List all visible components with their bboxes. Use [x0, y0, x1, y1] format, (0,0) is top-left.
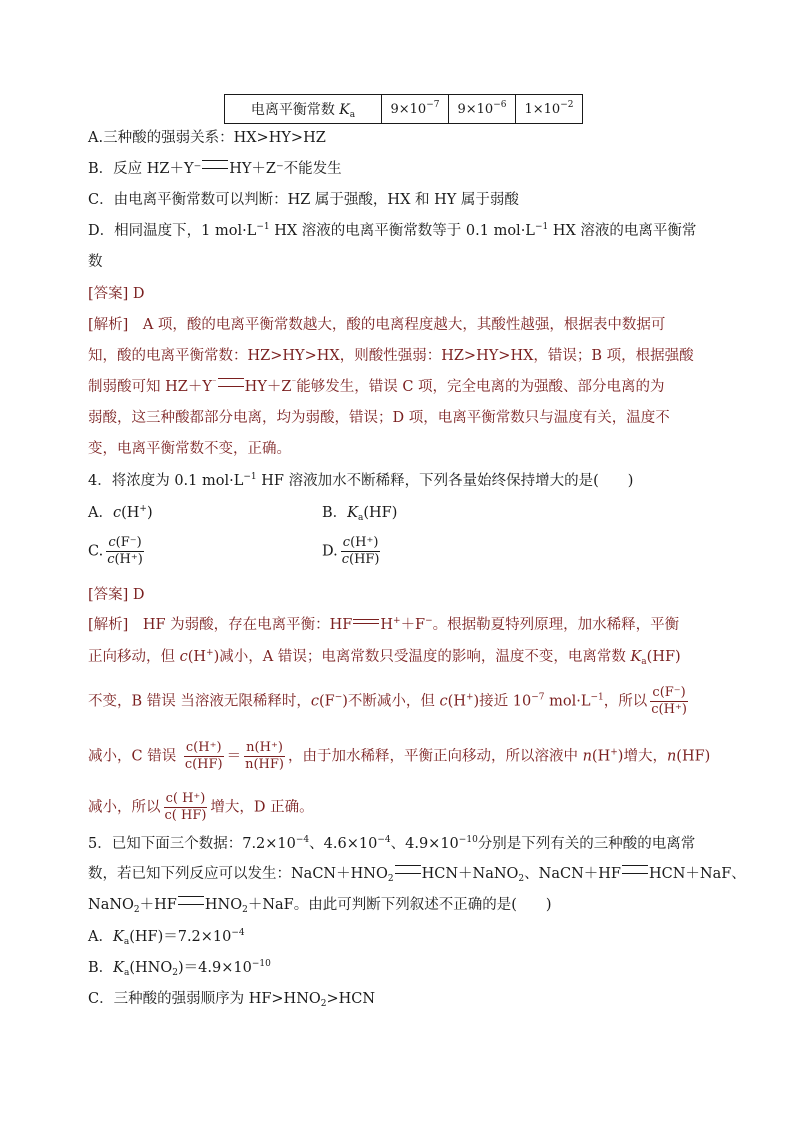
ionization-constant-table [224, 94, 583, 124]
fraction: $\frac{c(F^-)}{c(H^+)}$ [651, 685, 687, 717]
equals-arrow-icon [178, 896, 204, 905]
q4-option-c: C. $\frac{c(F^-)}{c(H^+)}$ [88, 535, 143, 567]
table-cell-hz: $1\times 10^{-2}$ [516, 95, 583, 124]
table-cell-hy: $9\times 10^{-6}$ [449, 95, 516, 124]
q4-explanation-line: 正向移动，但 c(H+)减小，A 错误；电离常数只受温度的影响，温度不变，电离常数 $K_a(HF)$ [88, 648, 681, 667]
table-row-label: 电离平衡常数 $K_a$ [225, 95, 382, 124]
q4-option-a: A．c(H+) [88, 504, 153, 521]
equals-arrow-icon [218, 378, 244, 387]
q4-answer: [答案] D [88, 587, 145, 603]
fraction: $\frac{c(H^+)}{c(HF)}$ [184, 740, 223, 772]
table-row [225, 95, 583, 124]
q5-option-a: A．$K_a(HF)=7.2\times 10^{-4}$ [88, 928, 245, 947]
equals-arrow-icon [622, 865, 648, 874]
q4-explanation-line: [解析] HF 为弱酸，存在电离平衡：HF H+＋F−。根据勒夏特列原理，加水稀释，平衡 [88, 616, 680, 633]
equilibrium-arrow-icon [353, 617, 379, 627]
q5-option-c: C．三种酸的强弱顺序为 $HF>HNO_2>HCN$ [88, 991, 376, 1009]
q3-explanation-line: [解析] A 项，酸的电离平衡常数越大，酸的电离程度越大，其酸性越强，根据表中数据可 [88, 317, 666, 333]
fraction: $\frac{c(H^+)}{c(HF)}$ [341, 535, 380, 567]
q5-stem: NaNO$_2$＋HF $HNO_2+NaF$。由此可判断下列叙述不正确的是( ) [88, 897, 552, 915]
q5-stem: 5．已知下面三个数据：$7.2\times 10^{-4}$、$4.6\times 10^{-4}$、$4.9\times 10^{-10}$分别是下列有关的三种酸的电离常 [88, 835, 696, 852]
q3-option-c: C．由电离平衡常数可以判断：HZ 属于强酸，HX 和 HY 属于弱酸 [88, 192, 519, 208]
q3-explanation-line: 制弱酸可知 HZ＋Y⁻ HY＋Z⁻能够发生，错误 C 项，完全电离的为强酸、部分电离的为 [88, 378, 665, 395]
q3-option-d-cont: 数 [88, 254, 103, 270]
q3-explanation-line: 变，电离平衡常数不变，正确。 [88, 441, 291, 457]
fraction: $\frac{c( H^+)}{c( HF)}$ [164, 791, 207, 823]
q4-explanation-line: 减小，所以 $\frac{c( H^+)}{c( HF)}$ 增大，D 正确。 [88, 791, 314, 823]
table-cell-hx: $9\times 10^{-7}$ [382, 95, 449, 124]
fraction: $\frac{n(H^+)}{n(HF)}$ [245, 740, 284, 772]
q4-option-d: D. $\frac{c(H^+)}{c(HF)}$ [322, 535, 380, 567]
fraction: $\frac{c(F^-)}{c(H^+)}$ [107, 535, 143, 567]
q4-option-b: B．$K_a(HF)$ [322, 505, 398, 523]
q3-answer: [答案] D [88, 286, 145, 302]
q5-option-b: B．$K_a(HNO_2)=4.9\times 10^{-10}$ [88, 959, 271, 978]
q3-explanation-line: 弱酸，这三种酸都部分电离，均为弱酸，错误；D 项，电离平衡常数只与温度有关，温度不 [88, 410, 670, 426]
q3-explanation-line: 知，酸的电离平衡常数：HZ>HY>HX，则酸性强弱：HZ>HY>HX，错误；B 项，根据强酸 [88, 348, 694, 364]
q3-option-a: A.三种酸的强弱关系：HX>HY>HZ [88, 130, 326, 146]
equals-arrow-icon [395, 865, 421, 874]
q5-stem: 数，若已知下列反应可以发生：$NaCN+HNO_2$ HCN＋NaNO$_2$、NaCN＋HF HCN＋NaF、 [88, 866, 746, 884]
q4-explanation-line: 减小，C 错误 $\frac{c(H^+)}{c(HF)}$ ＝ $\frac{n(H^+)}{n(HF)}$ ，由于加水稀释，平衡正向移动，所以溶液中 n(H+)增大，n(HF) [88, 740, 711, 772]
q4-stem: 4．将浓度为 0.1 $mol\cdot L^{-1}$ HF 溶液加水不断稀释，下列各量始终保持增大的是( ) [88, 472, 634, 489]
q3-option-b: B．反应 HZ＋Y⁻ HY＋Z⁻不能发生 [88, 161, 342, 177]
equals-arrow-icon [202, 160, 228, 169]
q3-option-d: D．相同温度下，1 $mol\cdot L^{-1}$ HX 溶液的电离平衡常数等于 0.1 $mol\cdot L^{-1}$ HX 溶液的电离平衡常 [88, 222, 697, 239]
q4-explanation-line: 不变，B 错误 当溶液无限稀释时，c(F−)不断减小，但 c(H+)接近 $10^{-7}$ $mol\cdot L^{-1}$，所以 $\frac{c(F^-)}{c(H^+)}$ [88, 685, 687, 717]
